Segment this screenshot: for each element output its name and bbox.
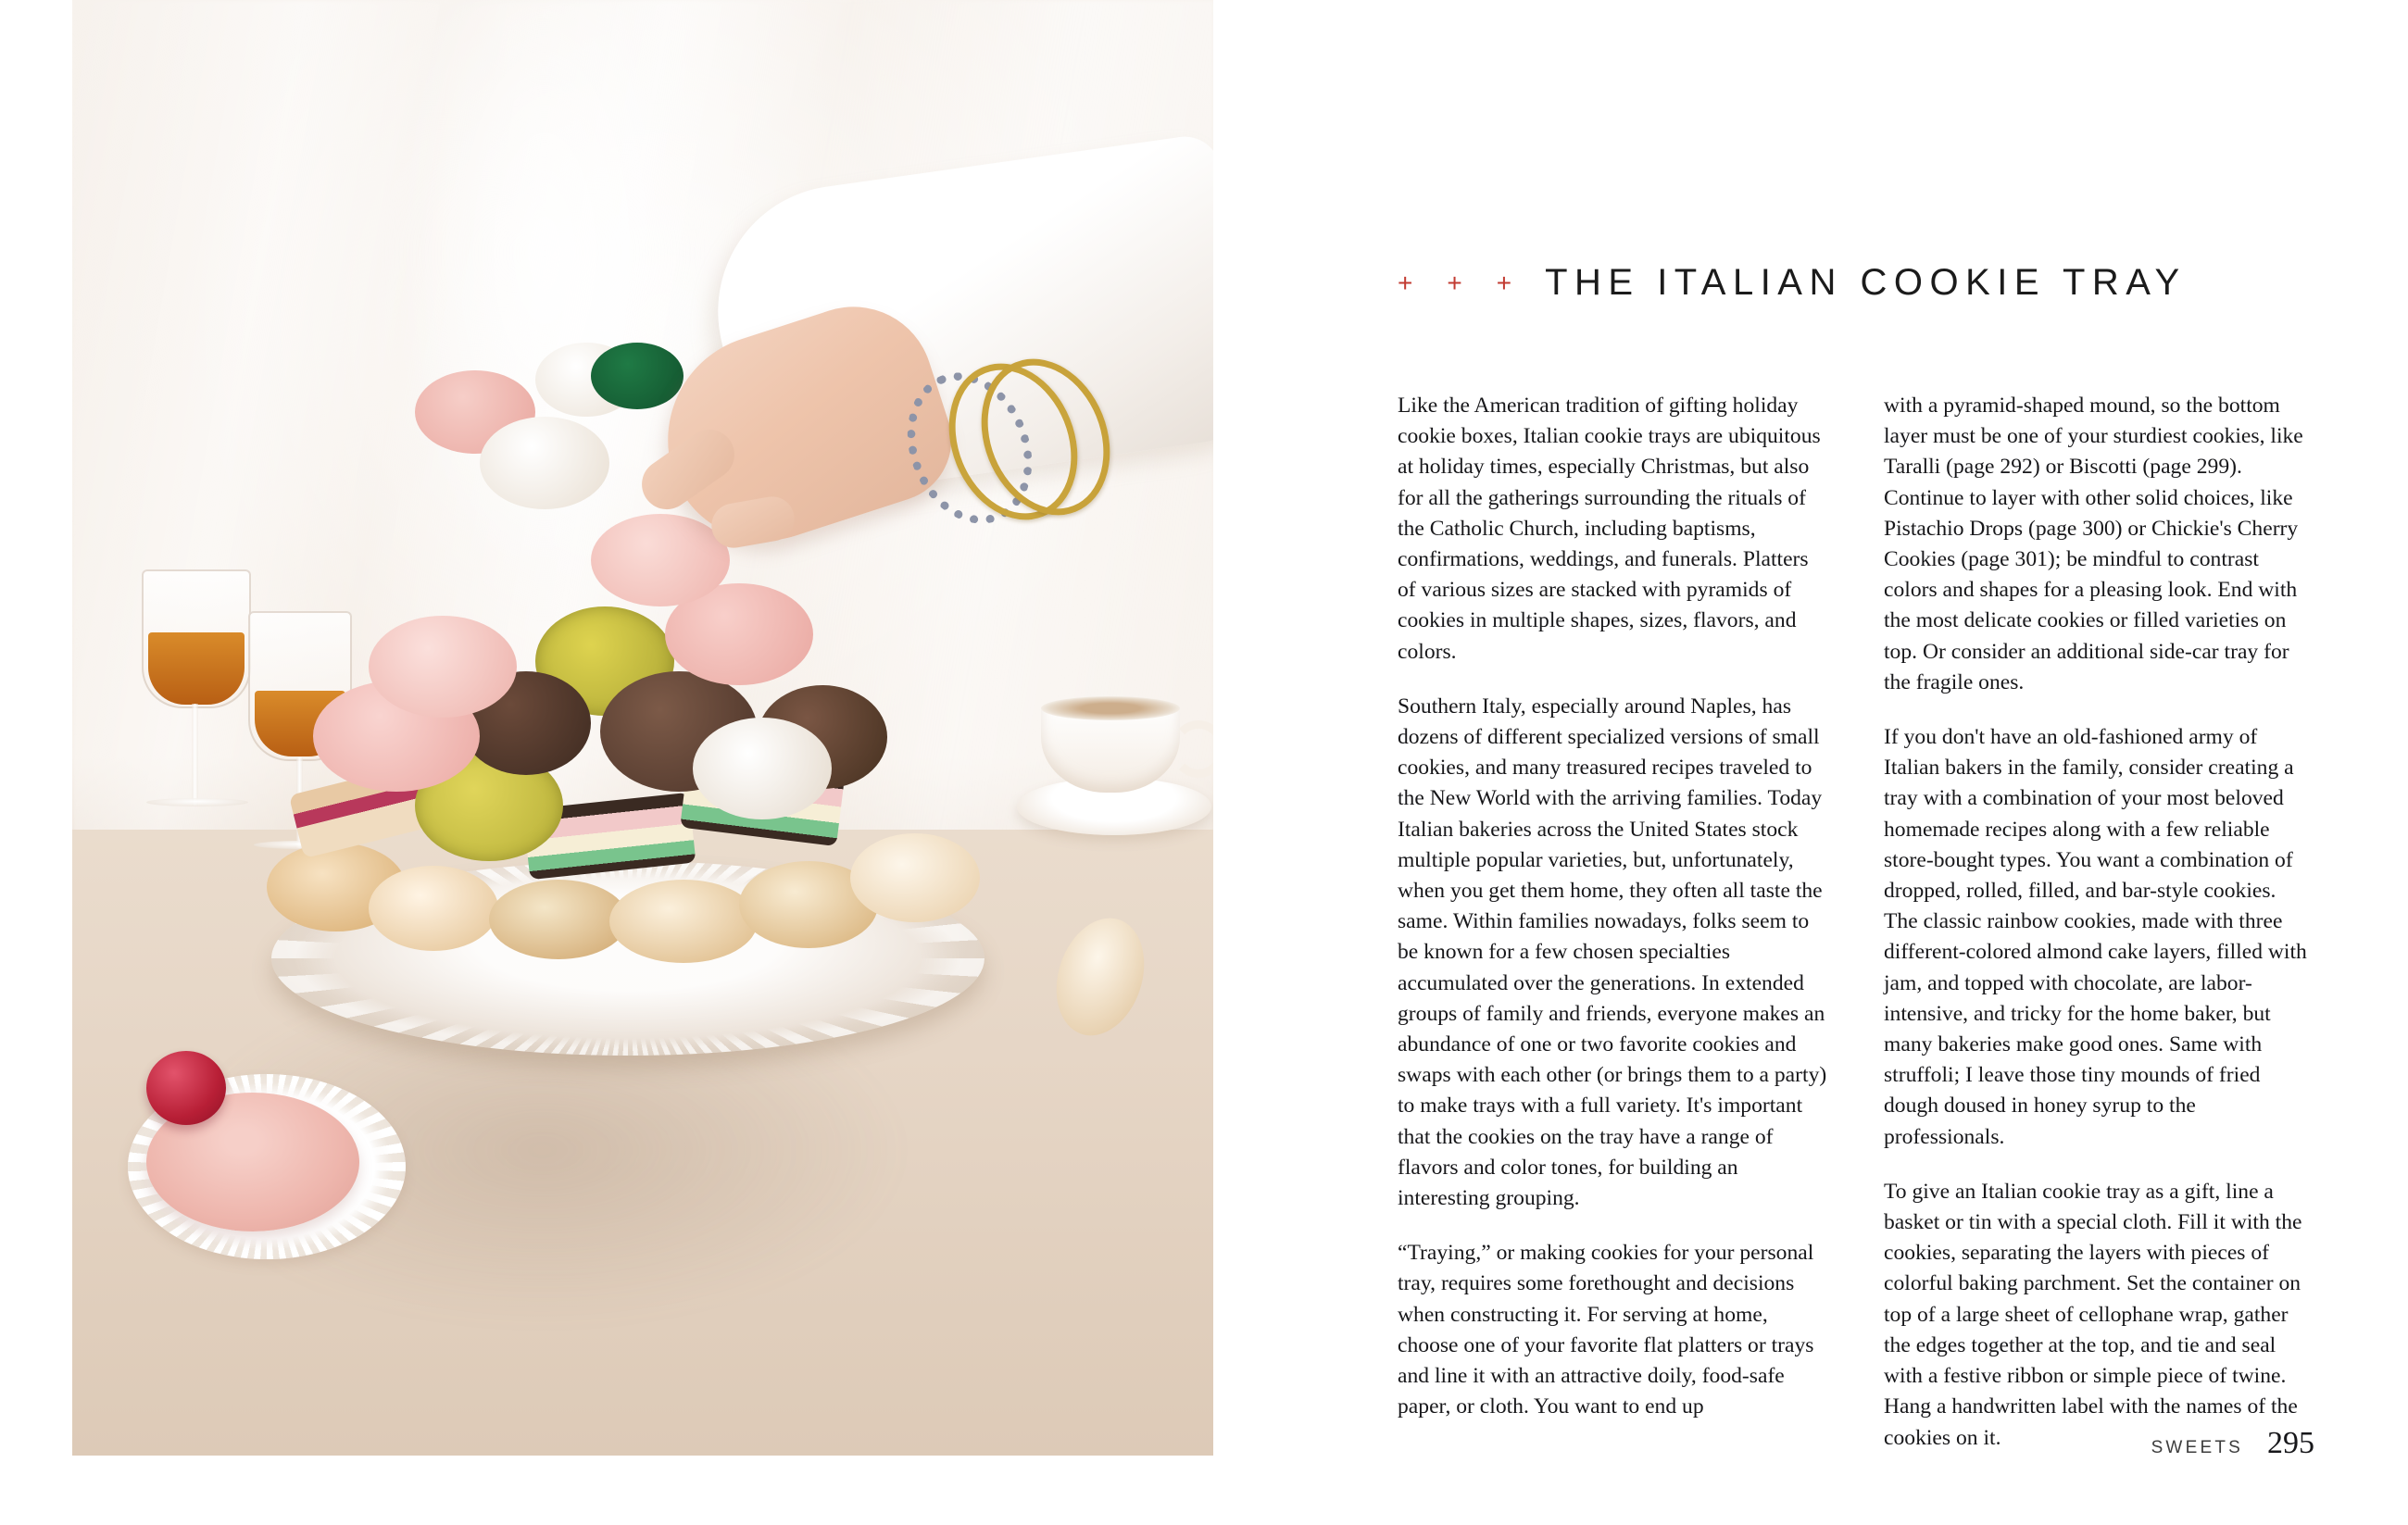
cookie [489, 880, 628, 959]
paragraph: If you don't have an old-fashioned army of Italian bakers in the family, consider creating a tray with a combination of your most beloved homemade recipes along with a few reliable store-bought types. You want a combination of dropped, rolled, filled, and bar-style cookies. The classic rainbow cookies, made with three different-colored almond cake layers, filled with jam, and topped with chocolate, are labor-intensive, and tricky for the home baker, but many bakeries make good ones. Same with struffoli; I leave those tiny mounds of fried dough doused in honey syrup to the professionals. [1884, 725, 2307, 1149]
body-column-left [1398, 391, 1828, 1454]
paragraph: “Traying,” or making cookies for your personal tray, requires some forethought and decisions when constructing it. For serving at home, choose one of your favorite flat platters or trays and line it with an attractive doily, food-safe paper, or cloth. You want to end up [1398, 1241, 1814, 1419]
page-footer [1398, 1426, 2314, 1461]
green-cookie [591, 343, 684, 409]
maraschino-cherry [146, 1051, 226, 1125]
paragraph: To give an Italian cookie tray as a gift, line a basket or tin with a special cloth. Fill it with the cookies, separating the layers with pieces of colorful baking parchment. Set the container on top of a large sheet of cellophane wrap, gather the edges together at the top, and tie and seal with a festive ribbon or simple piece of twine. Hang a handwritten label with the names of the cookies on it. [1884, 1179, 2302, 1450]
pink-cookie [369, 616, 517, 718]
paragraph: Southern Italy, especially around Naples, has dozens of different specialized versions of small cookies, and many treasured recipes traveled to the New World with the arriving families. Today Italian bakeries across the United States stock multiple popular varieties, but, unfortunately, when you get them home, they often all taste the same. Within families nowadays, folks seem to be known for a few chosen specialties accumulated over the generations. In extended groups of family and friends, everyone makes an abundance of one or two favorite cookies and swaps with each other (or brings them to a party) to make trays with a full variety. It's important that the cookies on the tray have a range of flavors and color tones, for building an interesting grouping. [1398, 694, 1827, 1211]
cookie [369, 866, 498, 951]
liqueur-liquid [148, 632, 245, 705]
chapter-title-row [1398, 262, 2314, 304]
white-cookie [480, 417, 609, 509]
body-columns [1398, 391, 2314, 1454]
section-label: SWEETS [2151, 1438, 2243, 1457]
liqueur-glass-back [142, 569, 251, 708]
cross-ornaments [1398, 270, 1511, 296]
cross-ornament-icon: + [1496, 268, 1512, 297]
body-column-right [1884, 391, 2314, 1454]
cookie [609, 880, 758, 963]
paragraph: with a pyramid-shaped mound, so the bottom layer must be one of your sturdiest cookies, like Taralli (page 292) or Biscotti (page 299). Continue to layer with other solid choices, like Pistachio Drops (page 300) or Chickie's Cherry Cookies (page 301); be mindful to contrast colors and shapes for a pleasing look. End with the most delicate cookies or filled varieties on top. Or consider an additional side-car tray for the fragile ones. [1884, 394, 2303, 694]
cross-ornament-icon: + [1447, 268, 1462, 297]
cookie-tray-photograph [72, 0, 1213, 1456]
pink-cookie [591, 514, 730, 606]
cookie [850, 833, 980, 922]
cross-ornament-icon: + [1398, 268, 1413, 297]
page-title: THE ITALIAN COOKIE TRAY [1545, 262, 2187, 303]
coffee-surface [1041, 696, 1180, 720]
glass-foot-back [146, 798, 248, 806]
page-number: 295 [2267, 1426, 2314, 1460]
glass-stem-back [192, 704, 198, 806]
paragraph: Like the American tradition of gifting holiday cookie boxes, Italian cookie trays are ubiquitous at holiday times, especially Christmas, but also for all the gatherings surrounding the rituals of the Catholic Church, including baptisms, confirmations, weddings, and funerals. Platters of various sizes are stacked with pyramids of cookies in multiple shapes, sizes, flavors, and colors. [1398, 394, 1821, 664]
cookie-pyramid [257, 444, 998, 963]
text-page [1380, 0, 2315, 1525]
powdered-cookie [693, 718, 832, 819]
